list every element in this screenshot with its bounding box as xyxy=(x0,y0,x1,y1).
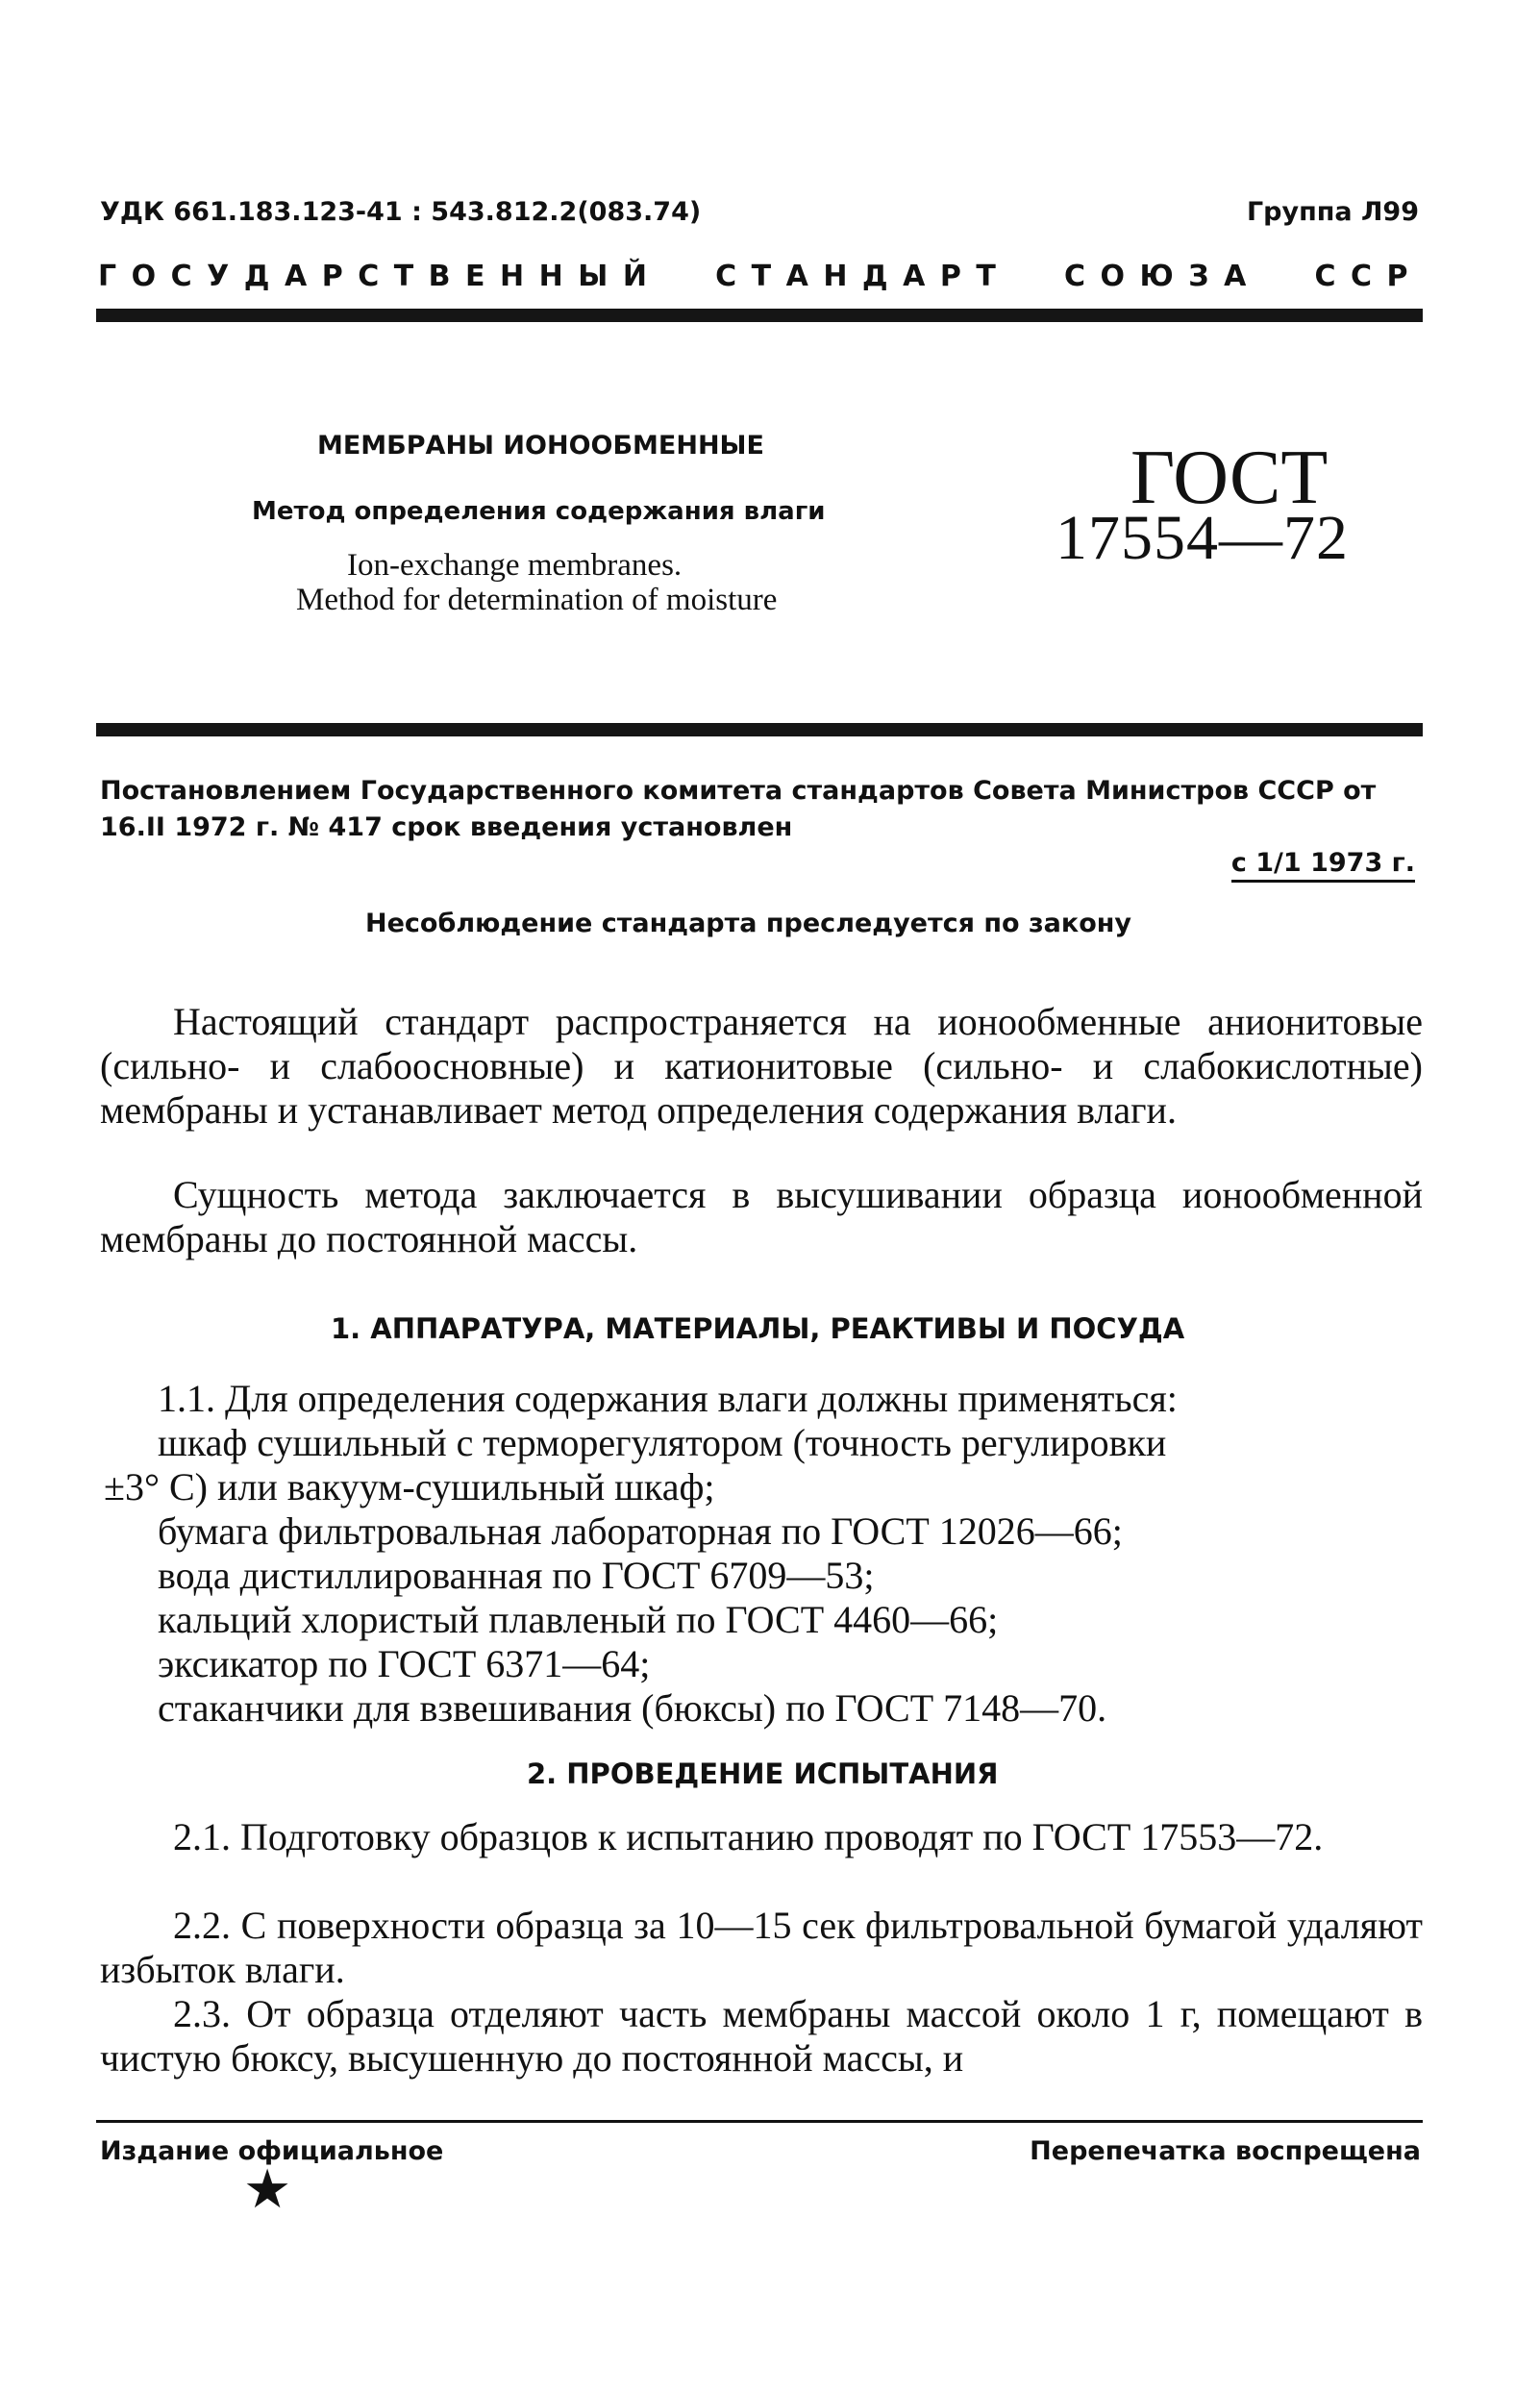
state-standard-heading xyxy=(98,260,1423,293)
section-1-title: 1. АППАРАТУРА, МАТЕРИАЛЫ, РЕАКТИВЫ И ПОСУДА xyxy=(331,1312,1185,1345)
footer-rule xyxy=(96,2120,1423,2123)
state-standard-word: ГОСУДАРСТВЕННЫЙ xyxy=(98,260,662,293)
state-standard-word: СОЮЗА xyxy=(1064,260,1261,293)
english-title: Ion-exchange membranes. xyxy=(347,548,683,583)
section-1-line: кальций хлористый плавленый по ГОСТ 4460—66; xyxy=(158,1598,999,1641)
gost-number: 17554—72 xyxy=(1056,503,1349,573)
classification-group: Группа Л99 xyxy=(1246,197,1419,227)
official-edition-note: Издание официальное xyxy=(100,2136,444,2166)
state-standard-word: СТАНДАРТ xyxy=(715,260,1011,293)
section-1-line: стаканчики для взвешивания (бюксы) по ГОСТ 7148—70. xyxy=(158,1686,1107,1730)
section-1-line: вода дистиллированная по ГОСТ 6709—53; xyxy=(158,1554,875,1597)
udc-code: УДК 661.183.123-41 : 543.812.2(083.74) xyxy=(100,197,702,227)
decree-text: Постановлением Государственного комитета стандартов Совета Министров СССР от 16.II 1972 г. № 417 срок введения установлен xyxy=(100,776,1377,842)
enforcement-note: Несоблюдение стандарта преследуется по закону xyxy=(365,909,1132,938)
section-2-title: 2. ПРОВЕДЕНИЕ ИСПЫТАНИЯ xyxy=(527,1757,999,1790)
section-1-line: ±3° С) или вакуум-сушильный шкаф; xyxy=(104,1465,715,1508)
english-subtitle: Method for determination of moisture xyxy=(296,583,778,617)
intro-paragraph: Сущность метода заключается в высушивании образца ионообменной мембраны до постоянной массы. xyxy=(100,1173,1423,1260)
effective-date: с 1/1 1973 г. xyxy=(1231,848,1415,883)
header-rule xyxy=(96,309,1423,322)
section-1-line: эксикатор по ГОСТ 6371—64; xyxy=(158,1642,651,1685)
reprint-prohibited-note: Перепечатка воспрещена xyxy=(1030,2136,1421,2166)
title-rule xyxy=(96,723,1423,736)
section-2-item: 2.3. От образца отделяют часть мембраны массой около 1 г, помещают в чистую бюксу, высушенную до постоянной массы, и xyxy=(100,1992,1423,2080)
state-standard-word: ССР xyxy=(1314,260,1423,293)
star-icon: ★ xyxy=(243,2160,292,2220)
section-1-line: бумага фильтровальная лабораторная по ГОСТ 12026—66; xyxy=(158,1509,1123,1553)
section-1-body xyxy=(104,1377,1423,1731)
document-title: МЕМБРАНЫ ИОНООБМЕННЫЕ xyxy=(317,431,764,461)
document-subtitle: Метод определения содержания влаги xyxy=(252,497,826,526)
gost-label: ГОСТ xyxy=(1130,436,1329,520)
intro-paragraph: Настоящий стандарт распространяется на ионообменные анионитовые (сильно- и слабоосновные) и катионитовые (сильно- и слабокислотные) мембраны и устанавливает метод определения содержания влаги. xyxy=(100,1000,1423,1132)
section-1-line: 1.1. Для определения содержания влаги должны применяться: xyxy=(158,1377,1178,1420)
section-2-item: 2.2. С поверхности образца за 10—15 сек фильтровальной бумагой удаляют избыток влаги. xyxy=(100,1904,1423,1991)
section-1-line: шкаф сушильный с терморегулятором (точность регулировки xyxy=(158,1421,1167,1464)
section-2-item: 2.1. Подготовку образцов к испытанию проводят по ГОСТ 17553—72. xyxy=(173,1815,1324,1858)
